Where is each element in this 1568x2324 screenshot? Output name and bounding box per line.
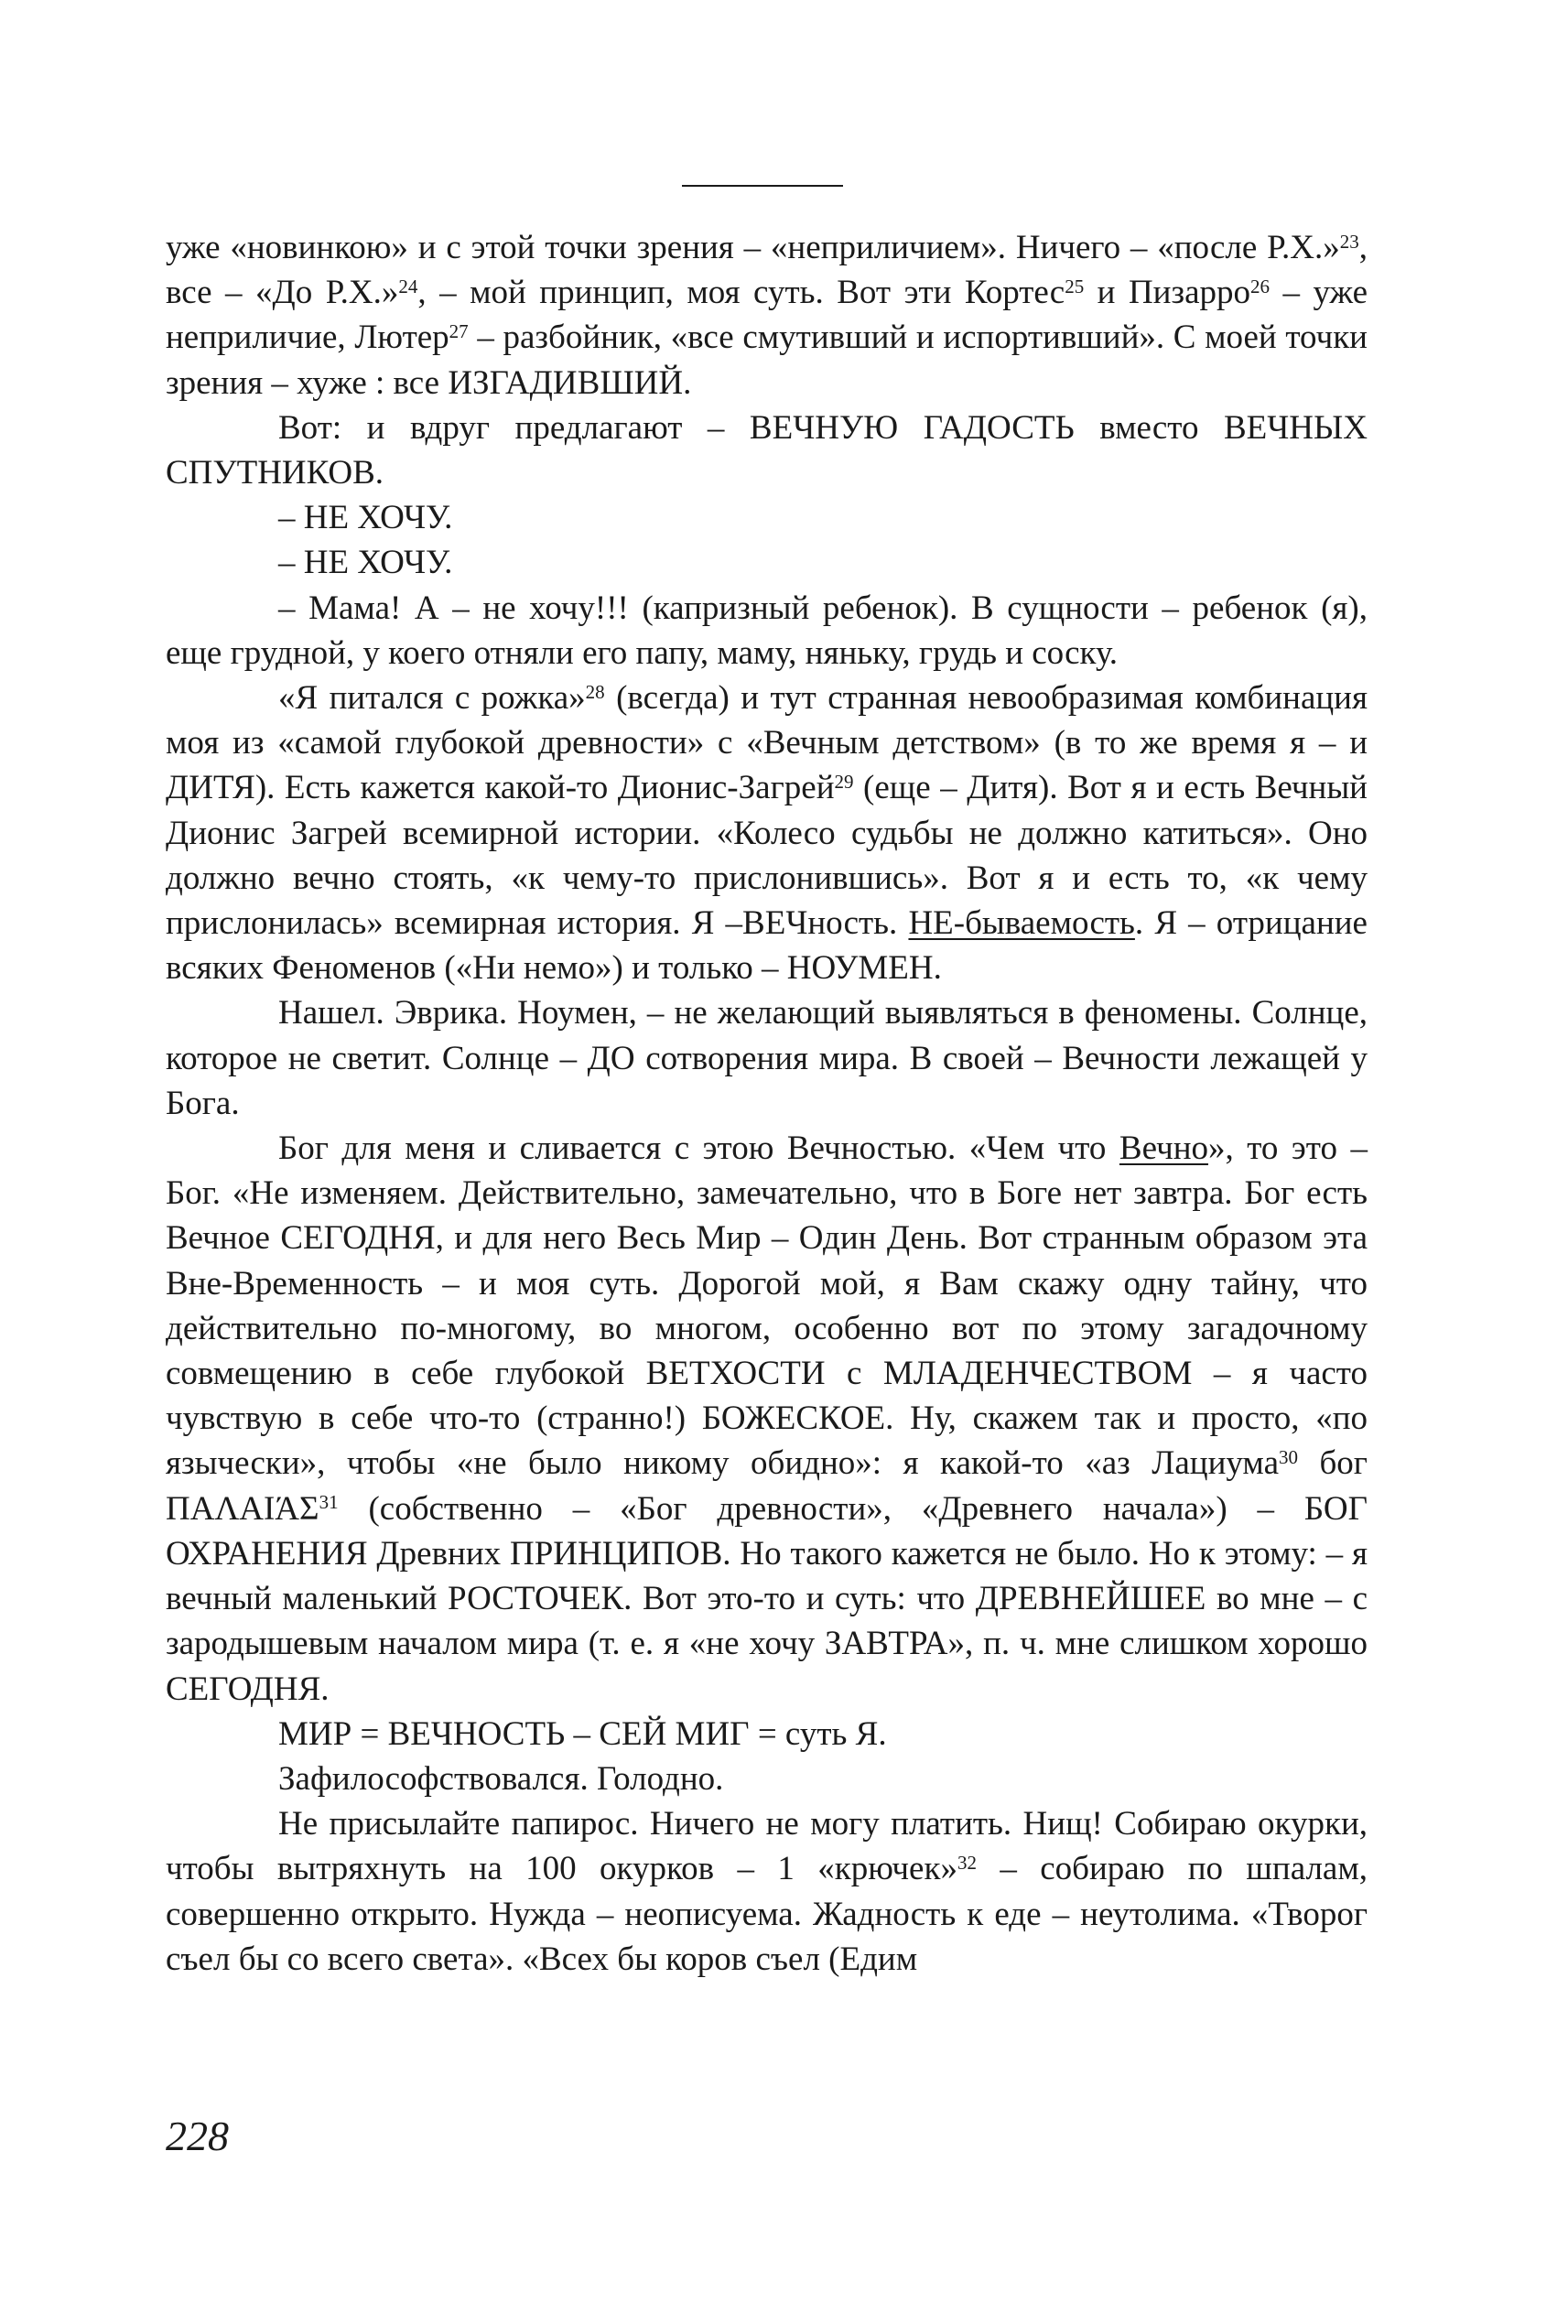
underlined-word: НЕ-бываемость <box>908 904 1135 943</box>
paragraph: уже «новинкою» и с этой точки зрения – «неприличием». Ничего – «после Р.Х.»$^{23}$, все – «До Р.Х.»$^{24}$, – мой принцип, моя суть. Вот эти Кортес$^{25}$ и Пизарро$^{26}$ – уже неприличие, Лютер$^{27}$ – разбойник, «все смутивший и испортивший». С моей точки зрения – хуже : все ИЗГАДИВШИЙ. <box>166 229 1368 402</box>
underlined-word: Вечно <box>1119 1130 1208 1168</box>
paragraph: – Мама! А – не хочу!!! (капризный ребенок). В сущности – ребенок (я), еще грудной, у коего отняли его папу, маму, няньку, грудь и соску. <box>166 589 1368 672</box>
footnote-ref: 25 <box>1065 275 1085 297</box>
footnote-ref: 27 <box>449 320 469 343</box>
paragraph: «Я питался с рожка»$^{28}$ (всегда) и тут странная невообразимая комбинация моя из «самой глубокой древности» с «Вечным детством» (в то же время я – и ДИТЯ). Есть кажется какой-то Дионис-Загрей$^{29}$ (еще – Дитя). Вот я и есть Вечный Дионис Загрей всемирной истории. «Колесо судьбы не должно катиться». Оно должно вечно стоять, «к чему-то прислонившись». Вот я и есть то, «к чему прислонилась» всемирная история. Я –ВЕЧность. НЕ-бываемость. Я – отрицание всяких Феноменов («Ни немо») и только – НОУМЕН. <box>166 679 1368 988</box>
footnote-ref: 23 <box>1339 230 1359 253</box>
footnote-ref: 24 <box>398 275 418 297</box>
paragraph: МИР = ВЕЧНОСТЬ – СЕЙ МИГ = суть Я. <box>278 1714 887 1753</box>
paragraph: – НЕ ХОЧУ. <box>278 499 453 537</box>
footnote-ref: 30 <box>1279 1446 1298 1469</box>
paragraph: Зафилософствовался. Голодно. <box>278 1759 724 1798</box>
page-number: 228 <box>166 2113 229 2159</box>
paragraph: Нашел. Эврика. Ноумен, – не желающий выявляться в феномены. Солнце, которое не светит. Солнце – ДО сотворения мира. В своей – Вечности лежащей у Бога. <box>166 994 1368 1122</box>
footnote-ref: 32 <box>957 1851 977 1874</box>
text-body <box>166 225 1368 1982</box>
footnote-ref: 29 <box>834 771 854 794</box>
top-rule <box>682 185 843 187</box>
footnote-ref: 28 <box>585 680 605 703</box>
paragraph: – НЕ ХОЧУ. <box>278 544 453 582</box>
paragraph: Вот: и вдруг предлагают – ВЕЧНУЮ ГАДОСТЬ вместо ВЕЧНЫХ СПУТНИКОВ. <box>166 408 1368 492</box>
footnote-ref: 31 <box>319 1491 339 1514</box>
footnote-ref: 26 <box>1250 275 1271 297</box>
paragraph: Бог для меня и сливается с этою Вечностью. «Чем что Вечно», то это – Бог. «Не изменяем. Действительно, замечательно, что в Боге нет завтра. Бог есть Вечное СЕГОДНЯ, и для него Весь Мир – Один День. Вот странным образом эта Вне-Временность – и моя суть. Дорогой мой, я Вам скажу одну тайну, что действительно по-многому, во многом, особенно вот по этому загадочному совмещению в себе глубокой ВЕТХОСТИ с МЛАДЕНЧЕСТВОМ – я часто чувствую в себе что-то (странно!) БОЖЕСКОЕ. Ну, скажем так и просто, «по язычески», чтобы «не было никому обидно»: я какой-то «аз Лациума$^{30}$ бог ΠΑΛΑΙΆΣ$^{31}$ (собственно – «Бог древности», «Древнего начала») – БОГ ОХРАНЕНИЯ Древних ПРИНЦИПОВ. Но такого кажется не было. Но к этому: – я вечный маленький РОСТОЧЕК. Вот это-то и суть: что ДРЕВНЕЙШЕЕ во мне – с зародышевым началом мира (т. е. я «не хочу ЗАВТРА», п. ч. мне слишком хорошо СЕГОДНЯ. <box>166 1130 1368 1708</box>
paragraph: Не присылайте папирос. Ничего не могу платить. Нищ! Собираю окурки, чтобы вытряхнуть на 100 окурков – 1 «крючек»$^{32}$ – собираю по шпалам, совершенно открыто. Нужда – неописуема. Жадность к еде – неутолима. «Творог съел бы со всего света». «Всех бы коров съел (Едим <box>166 1805 1368 1978</box>
